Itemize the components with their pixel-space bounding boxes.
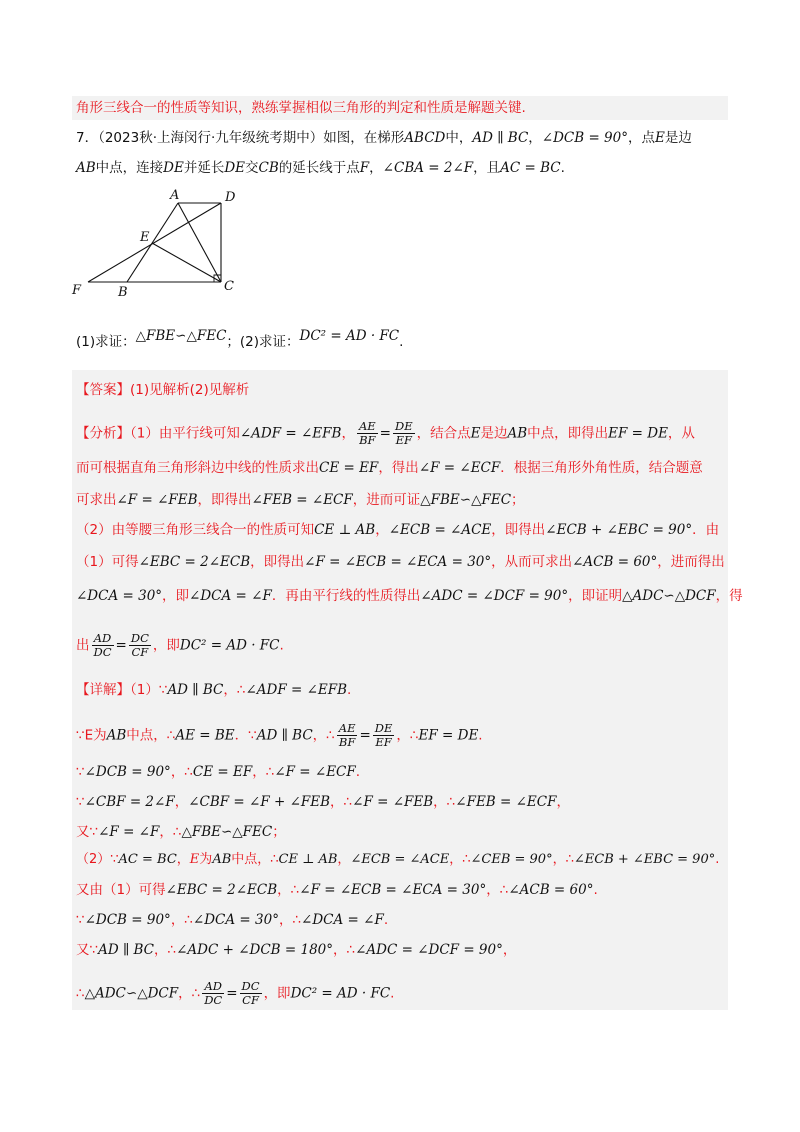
text: ，∴ xyxy=(278,912,302,928)
text: ，即 xyxy=(152,637,180,654)
math: DC² = AD · FC xyxy=(179,637,280,654)
math: ∠ACB = 60° xyxy=(508,882,594,898)
math: ∠EBC = 2∠ECB xyxy=(165,882,278,898)
denominator: BF xyxy=(359,433,376,447)
fraction xyxy=(129,632,151,659)
analysis-line-2 xyxy=(76,458,703,478)
text: . xyxy=(383,912,389,928)
text: ∵ xyxy=(76,764,85,780)
text: 又∵ xyxy=(76,824,99,840)
math: ∠ECB + ∠EBC = 90° xyxy=(545,522,693,538)
denominator: DC xyxy=(204,993,223,1007)
text: 中点，∴ xyxy=(231,852,279,867)
text: 中， xyxy=(445,130,473,146)
math: = xyxy=(115,637,127,654)
text: . xyxy=(347,682,352,698)
math: ∠DCA = ∠F xyxy=(301,912,384,928)
text: 而可根据直角三角形斜边中线的性质求出 xyxy=(76,460,319,476)
label-f: F xyxy=(72,283,82,298)
text: 中点，连接 xyxy=(95,160,164,176)
label-e: E xyxy=(140,230,150,245)
math: CB xyxy=(258,160,279,176)
problem-source: （2023秋·上海闵行·九年级统考期中） xyxy=(98,130,324,146)
text: （2）由等腰三角形三线合一的性质可知 xyxy=(76,522,315,538)
text: ， xyxy=(341,425,355,442)
text: 出 xyxy=(76,637,90,654)
math: AC = BC xyxy=(500,160,561,176)
text: ．∵ xyxy=(234,727,257,744)
text: ，∴ xyxy=(170,912,193,928)
text: ，∴ xyxy=(170,764,193,780)
math: ABCD xyxy=(404,130,446,146)
math: ∠CBA = 2∠F xyxy=(382,160,474,176)
detail-tag: 【详解】 xyxy=(76,682,130,698)
math: CE ⊥ AB xyxy=(278,852,338,867)
text: ，得出 xyxy=(378,460,419,476)
text: ，即证明 xyxy=(568,588,623,604)
fraction xyxy=(373,722,395,749)
math: ∠F = ∠ECB = ∠ECA = 30° xyxy=(304,554,492,570)
math: AD ∥ BC xyxy=(98,942,154,958)
text: ，即得出 xyxy=(197,492,252,508)
math: E xyxy=(655,130,665,146)
q1-expr: △FBE∽△FEC xyxy=(135,328,227,344)
text: . xyxy=(593,882,598,898)
text: ，且 xyxy=(473,160,501,176)
analysis-line-7 xyxy=(76,632,284,659)
numerator: AE xyxy=(338,721,356,735)
answer-line: 【答案】(1)见解析(2)见解析 xyxy=(76,382,250,398)
text: ， xyxy=(375,522,389,538)
math: E xyxy=(189,852,200,867)
denominator: CF xyxy=(242,993,259,1007)
text: 并延长 xyxy=(183,160,225,176)
text: ，结合点 xyxy=(416,425,471,442)
text: （1）可得 xyxy=(76,554,139,570)
text: ， xyxy=(556,794,570,810)
detail-line-9 xyxy=(76,940,516,960)
math: DC² = AD · FC xyxy=(290,985,391,1002)
analysis-line-6 xyxy=(76,586,743,606)
math: CE = EF xyxy=(192,764,253,780)
numerator: DE xyxy=(374,721,393,735)
numerator: AD xyxy=(92,632,114,646)
text: ，∴ xyxy=(486,882,509,898)
text: . xyxy=(390,985,395,1002)
math: AB xyxy=(106,727,127,744)
text: ， xyxy=(502,942,517,958)
math: ∠DCA = ∠F xyxy=(189,588,272,604)
math: ∠DCB = 90° xyxy=(84,912,171,928)
math: ∠F = ∠ECF xyxy=(274,764,356,780)
text: ，∴ xyxy=(252,764,275,780)
math: AD ∥ BC xyxy=(167,682,224,698)
text: 是边 xyxy=(480,425,508,442)
detail-line-2 xyxy=(76,722,483,749)
text: ，∴ xyxy=(330,794,353,810)
numerator: DE xyxy=(394,419,413,433)
text: ，即 xyxy=(162,588,190,604)
math: △ADC∽△DCF xyxy=(84,985,179,1002)
math: △ADC∽△DCF xyxy=(622,588,716,604)
label-b: B xyxy=(118,285,128,298)
text: ， xyxy=(528,130,542,146)
math: ∠ADC = ∠DCF = 90° xyxy=(420,588,569,604)
math: ∠F = ∠F xyxy=(98,824,160,840)
math: AB xyxy=(212,852,232,867)
text: ，∴ xyxy=(312,727,335,744)
math: ∠CBF = 2∠F xyxy=(84,794,175,810)
text: ，∴ xyxy=(154,942,177,958)
math: ∠ACB = 60° xyxy=(572,554,658,570)
math: ∠ADF = ∠EFB xyxy=(245,682,348,698)
math: AE = BE xyxy=(175,727,235,744)
math: AB xyxy=(76,160,96,176)
text: ， xyxy=(337,852,351,867)
text: 的延长线于点 xyxy=(278,160,360,176)
text: ∵ xyxy=(76,794,85,810)
math: ∠ADF = ∠EFB xyxy=(239,425,342,442)
text: ，即得出 xyxy=(491,522,546,538)
math: = xyxy=(359,727,371,744)
detail-line-8 xyxy=(76,910,388,930)
math: EF = DE xyxy=(608,425,668,442)
text: ，∴ xyxy=(449,852,471,867)
text: ．再由平行线的性质得出 xyxy=(271,588,421,604)
text: ，点 xyxy=(628,130,655,146)
analysis-line-5 xyxy=(76,552,725,572)
problem-number: 7． xyxy=(76,130,99,146)
text: ，∴ xyxy=(552,852,574,867)
math: ∠EBC = 2∠ECB xyxy=(138,554,251,570)
label-d: D xyxy=(225,190,236,205)
math: AB xyxy=(507,425,528,442)
text: ，∴ xyxy=(178,985,201,1002)
math: ∠F = ∠FEB xyxy=(116,492,198,508)
math: ∠ADC + ∠DCB = 180° xyxy=(176,942,333,958)
math: ∠F = ∠FEB xyxy=(352,794,434,810)
text: 可求出 xyxy=(76,492,117,508)
text: ； xyxy=(226,334,240,350)
text: ，∴ xyxy=(159,824,182,840)
math: AC = BC xyxy=(118,852,177,867)
text: . xyxy=(715,852,720,867)
text: ，得 xyxy=(715,588,743,604)
numerator: AD xyxy=(202,980,224,994)
math: ∠DCA = 30° xyxy=(76,588,163,604)
math: △FBE∽△FEC xyxy=(181,824,273,840)
questions-line xyxy=(76,328,404,352)
fraction xyxy=(240,980,262,1007)
label-c: C xyxy=(224,279,234,294)
text: ； xyxy=(511,492,525,508)
text: ，即得出 xyxy=(250,554,305,570)
fraction xyxy=(92,632,114,659)
numerator: DC xyxy=(130,631,149,645)
text: ∵E为 xyxy=(76,727,107,744)
math: AD ∥ BC xyxy=(256,727,313,744)
math: ∠ECB = ∠ACE xyxy=(388,522,492,538)
text: 交 xyxy=(245,160,259,176)
detail-line-1 xyxy=(76,680,351,700)
text: 又由（1）可得 xyxy=(76,882,166,898)
math: ∠F = ∠ECF xyxy=(418,460,501,476)
text: ∵ xyxy=(76,912,85,928)
text: 中点，即得出 xyxy=(527,425,609,442)
denominator: DC xyxy=(93,645,112,659)
top-note: 角形三线合一的性质等知识，熟练掌握相似三角形的判定和性质是解题关键. xyxy=(76,100,526,116)
math: ∠ADC = ∠DCF = 90° xyxy=(355,942,503,958)
denominator: EF xyxy=(375,735,392,749)
text: 中点，∴ xyxy=(126,727,176,744)
trapezoid-figure xyxy=(66,186,246,298)
line-ab xyxy=(127,203,178,282)
text: ∴ xyxy=(76,985,85,1002)
math: ∠ECB + ∠EBC = 90° xyxy=(573,852,716,867)
math: ∠FEB = ∠ECF xyxy=(455,794,557,810)
fraction xyxy=(202,980,224,1007)
math: = xyxy=(226,985,238,1002)
math: △FBE∽△FEC xyxy=(420,492,512,508)
analysis-line-3 xyxy=(76,490,525,510)
math: ∠ECB = ∠ACE xyxy=(350,852,450,867)
math: CE ⊥ AB xyxy=(314,522,376,538)
text: ，进而可证 xyxy=(352,492,421,508)
math: E xyxy=(470,425,481,442)
text: （1）由平行线可知 xyxy=(130,425,240,442)
text: （2）∵ xyxy=(76,852,119,867)
q1-label: (1)求证： xyxy=(76,334,136,350)
math: ∠F = ∠ECB = ∠ECA = 30° xyxy=(299,882,487,898)
text: ，从而可求出 xyxy=(491,554,573,570)
math: DE xyxy=(163,160,184,176)
math: EF = DE xyxy=(418,727,479,744)
text: ，即 xyxy=(263,985,291,1002)
detail-line-6 xyxy=(76,850,719,870)
detail-line-7 xyxy=(76,880,598,900)
detail-line-5 xyxy=(76,822,286,842)
text: 为 xyxy=(199,852,213,867)
q2-label: (2)求证： xyxy=(239,334,300,350)
detail-line-3 xyxy=(76,762,360,782)
numerator: DC xyxy=(241,979,260,993)
label-a: A xyxy=(170,188,180,203)
text: ．根据三角形外角性质，结合题意 xyxy=(500,460,703,476)
text: ，∴ xyxy=(223,682,246,698)
math: ∠DCB = 90° xyxy=(84,764,171,780)
denominator: BF xyxy=(338,735,356,749)
text: ，∴ xyxy=(277,882,300,898)
text: ，进而得出 xyxy=(657,554,725,570)
analysis-line-4 xyxy=(76,520,719,540)
text: . xyxy=(478,727,483,744)
text: ，∴ xyxy=(333,942,356,958)
math: DE xyxy=(224,160,246,176)
math: ∠CBF = ∠F + ∠FEB xyxy=(188,794,331,810)
text: ，从 xyxy=(667,425,695,442)
detail-line-4 xyxy=(76,792,570,812)
text: . xyxy=(560,160,565,176)
math: AD ∥ BC xyxy=(472,130,529,146)
denominator: CF xyxy=(131,645,149,659)
text: ， xyxy=(369,160,383,176)
math: = xyxy=(379,425,391,442)
analysis-tag: 【分析】 xyxy=(76,425,130,442)
denominator: EF xyxy=(395,433,412,447)
text: . xyxy=(279,637,284,654)
text: . xyxy=(355,764,361,780)
text: 又∵ xyxy=(76,942,99,958)
analysis-line-1 xyxy=(76,420,695,447)
text: 如图，在梯形 xyxy=(323,130,405,146)
text: ，∴ xyxy=(396,727,419,744)
text: ， xyxy=(174,794,189,810)
math: CE = EF xyxy=(319,460,379,476)
math: ∠FEB = ∠ECF xyxy=(251,492,353,508)
text: ，∴ xyxy=(433,794,456,810)
text: . xyxy=(399,334,404,350)
detail-line-10 xyxy=(76,980,394,1007)
math: ∠DCA = 30° xyxy=(192,912,279,928)
math: F xyxy=(359,160,370,176)
fraction xyxy=(337,722,358,749)
fraction xyxy=(357,420,378,447)
q2-expr: DC² = AD · FC xyxy=(299,328,400,344)
fraction xyxy=(393,420,415,447)
problem-line-2 xyxy=(76,158,565,178)
problem-line-1 xyxy=(76,128,692,148)
text: 是边 xyxy=(664,130,692,146)
text: ， xyxy=(176,852,190,867)
text: （1）∵ xyxy=(130,682,168,698)
text: ．由 xyxy=(692,522,720,538)
numerator: AE xyxy=(358,419,376,433)
math: ∠DCB = 90° xyxy=(541,130,628,146)
text: ； xyxy=(272,824,286,840)
math: ∠CEB = 90° xyxy=(470,852,553,867)
